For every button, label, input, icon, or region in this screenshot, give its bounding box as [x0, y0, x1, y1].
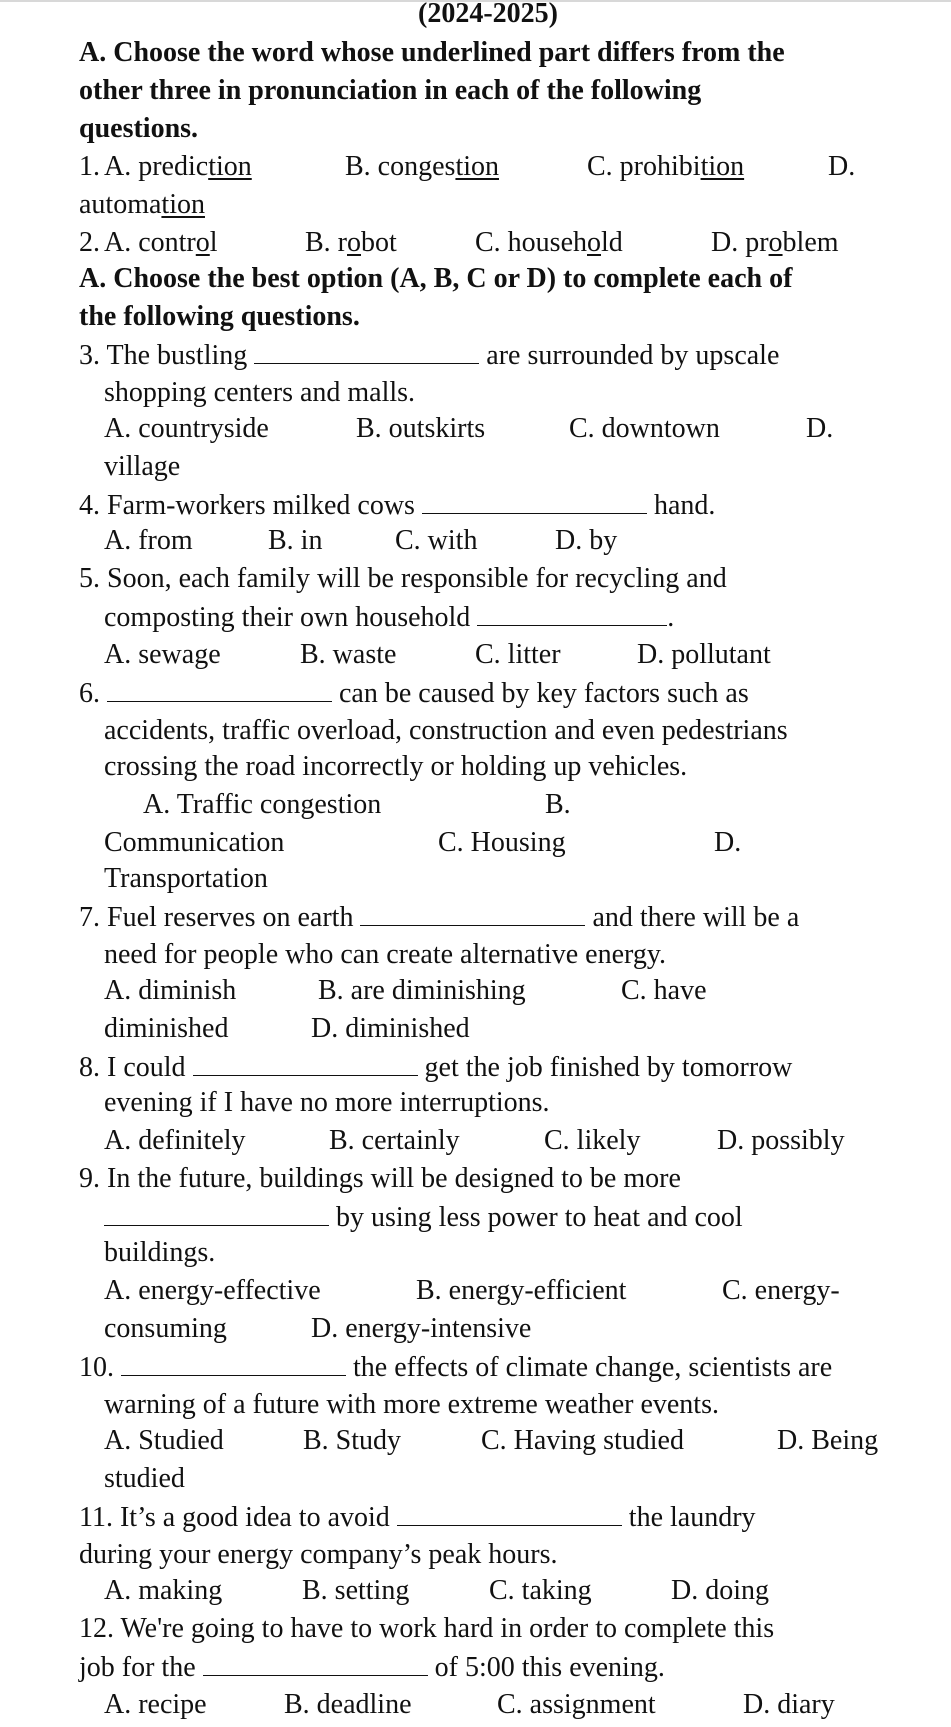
q10-option-b: B. Study [303, 1425, 402, 1456]
q8-stem-line-1: 8. I could get the job finished by tomorrow [79, 1049, 792, 1086]
q9-option-b: B. energy-efficient [416, 1275, 627, 1306]
q7-option-c-text: diminished [104, 1013, 229, 1044]
q3-option-c: C. downtown [569, 413, 720, 444]
q8-option-c: C. likely [544, 1125, 641, 1156]
q12-option-d: D. diary [743, 1689, 835, 1720]
q9-option-c: C. energy- [722, 1275, 840, 1306]
q12-option-b: B. deadline [284, 1689, 412, 1720]
q1-number: 1. [79, 151, 100, 182]
q5-option-b: B. waste [300, 639, 397, 670]
q7-stem-line-1: 7. Fuel reserves on earth and there will be a [79, 899, 799, 936]
q12-option-a: A. recipe [104, 1689, 207, 1720]
q3-stem-line-1: 3. The bustling are surrounded by upscale [79, 337, 779, 374]
q12-option-c: C. assignment [497, 1689, 656, 1720]
q12-blank [203, 1649, 428, 1676]
q3-option-b: B. outskirts [356, 413, 486, 444]
q4-option-d: D. by [555, 525, 618, 556]
q7-option-a: A. diminish [104, 975, 237, 1006]
q7-option-b: B. are diminishing [318, 975, 526, 1006]
q5-blank [477, 599, 667, 626]
q2-number: 2. [79, 227, 100, 258]
q2-option-d: D. problem [711, 227, 839, 258]
q1-option-a: A. prediction [104, 151, 252, 182]
q10-option-c: C. Having studied [481, 1425, 684, 1456]
q4-stem-line-1: 4. Farm-workers milked cows hand. [79, 487, 715, 524]
q11-blank [397, 1499, 622, 1526]
page-title: (2024-2025) [418, 0, 558, 29]
q4-option-a: A. from [104, 525, 193, 556]
q3-option-a: A. countryside [104, 413, 269, 444]
q9-stem-line-1: 9. In the future, buildings will be designed to be more [79, 1163, 681, 1194]
q11-option-b: B. setting [302, 1575, 410, 1606]
q9-option-a: A. energy-effective [104, 1275, 321, 1306]
q3-option-d: D. [806, 413, 834, 444]
q9-option-c-text: consuming [104, 1313, 227, 1344]
q10-stem-line-2: warning of a future with more extreme weather events. [104, 1389, 719, 1420]
q11-option-c: C. taking [489, 1575, 592, 1606]
q5-stem-line-2: composting their own household . [104, 599, 674, 636]
section-b-heading-line-2: the following questions. [79, 301, 360, 332]
section-b-heading-line-1: A. Choose the best option (A, B, C or D) to complete each of [79, 263, 793, 294]
q10-stem-line-1: 10. the effects of climate change, scientists are [79, 1349, 832, 1386]
q10-option-d: D. Being [777, 1425, 879, 1456]
q1-option-b: B. congestion [345, 151, 499, 182]
q5-option-c: C. litter [475, 639, 561, 670]
q6-stem-line-3: crossing the road incorrectly or holding up vehicles. [104, 751, 688, 782]
q6-option-b-text: Communication [104, 827, 285, 858]
q10-option-d-text: studied [104, 1463, 185, 1494]
section-a-heading-line-1: A. Choose the word whose underlined part differs from the [79, 37, 785, 68]
q6-stem-line-1: 6. can be caused by key factors such as [79, 675, 749, 712]
q11-stem-line-1: 11. It’s a good idea to avoid the laundry [79, 1499, 756, 1536]
q5-option-a: A. sewage [104, 639, 221, 670]
q6-option-b: B. [545, 789, 571, 820]
q6-option-a: A. Traffic congestion [143, 789, 382, 820]
q2-option-a: A. control [104, 227, 218, 258]
q10-option-a: A. Studied [104, 1425, 224, 1456]
q8-option-b: B. certainly [329, 1125, 460, 1156]
q11-stem-line-2: during your energy company’s peak hours. [79, 1539, 558, 1570]
q6-blank [107, 675, 332, 702]
q8-option-d: D. possibly [717, 1125, 845, 1156]
q7-option-c: C. have [621, 975, 707, 1006]
q3-option-d-text: village [104, 451, 181, 482]
q12-stem-line-2: job for the of 5:00 this evening. [79, 1649, 665, 1686]
q8-blank [193, 1049, 418, 1076]
q3-stem-line-2: shopping centers and malls. [104, 377, 416, 408]
q11-option-d: D. doing [671, 1575, 769, 1606]
q11-option-a: A. making [104, 1575, 223, 1606]
q12-stem-line-1: 12. We're going to have to work hard in order to complete this [79, 1613, 775, 1644]
q1-option-d: D. [828, 151, 856, 182]
q5-stem-line-1: 5. Soon, each family will be responsible for recycling and [79, 563, 727, 594]
q2-option-c: C. household [475, 227, 623, 258]
q9-stem-line-2: by using less power to heat and cool [104, 1199, 743, 1236]
q8-stem-line-2: evening if I have no more interruptions. [104, 1087, 550, 1118]
q1-option-d-text: automation [79, 189, 205, 220]
q6-stem-line-2: accidents, traffic overload, construction and even pedestrians [104, 715, 788, 746]
q1-option-c: C. prohibition [587, 151, 745, 182]
q2-option-b: B. robot [305, 227, 397, 258]
q9-option-d: D. energy-intensive [311, 1313, 532, 1344]
section-a-heading-line-3: questions. [79, 113, 199, 144]
q7-option-d: D. diminished [311, 1013, 470, 1044]
section-a-heading-line-2: other three in pronunciation in each of the following [79, 75, 702, 106]
q4-option-b: B. in [268, 525, 323, 556]
q7-blank [360, 899, 585, 926]
q4-option-c: C. with [395, 525, 478, 556]
q10-blank [121, 1349, 346, 1376]
q5-option-d: D. pollutant [637, 639, 771, 670]
q7-stem-line-2: need for people who can create alternative energy. [104, 939, 667, 970]
q9-stem-line-3: buildings. [104, 1237, 216, 1268]
q8-option-a: A. definitely [104, 1125, 246, 1156]
q4-blank [422, 487, 647, 514]
q9-blank [104, 1199, 329, 1226]
q3-blank [254, 337, 479, 364]
q6-option-c: C. Housing [438, 827, 566, 858]
q6-option-d-text: Transportation [104, 863, 268, 894]
q6-option-d: D. [714, 827, 742, 858]
